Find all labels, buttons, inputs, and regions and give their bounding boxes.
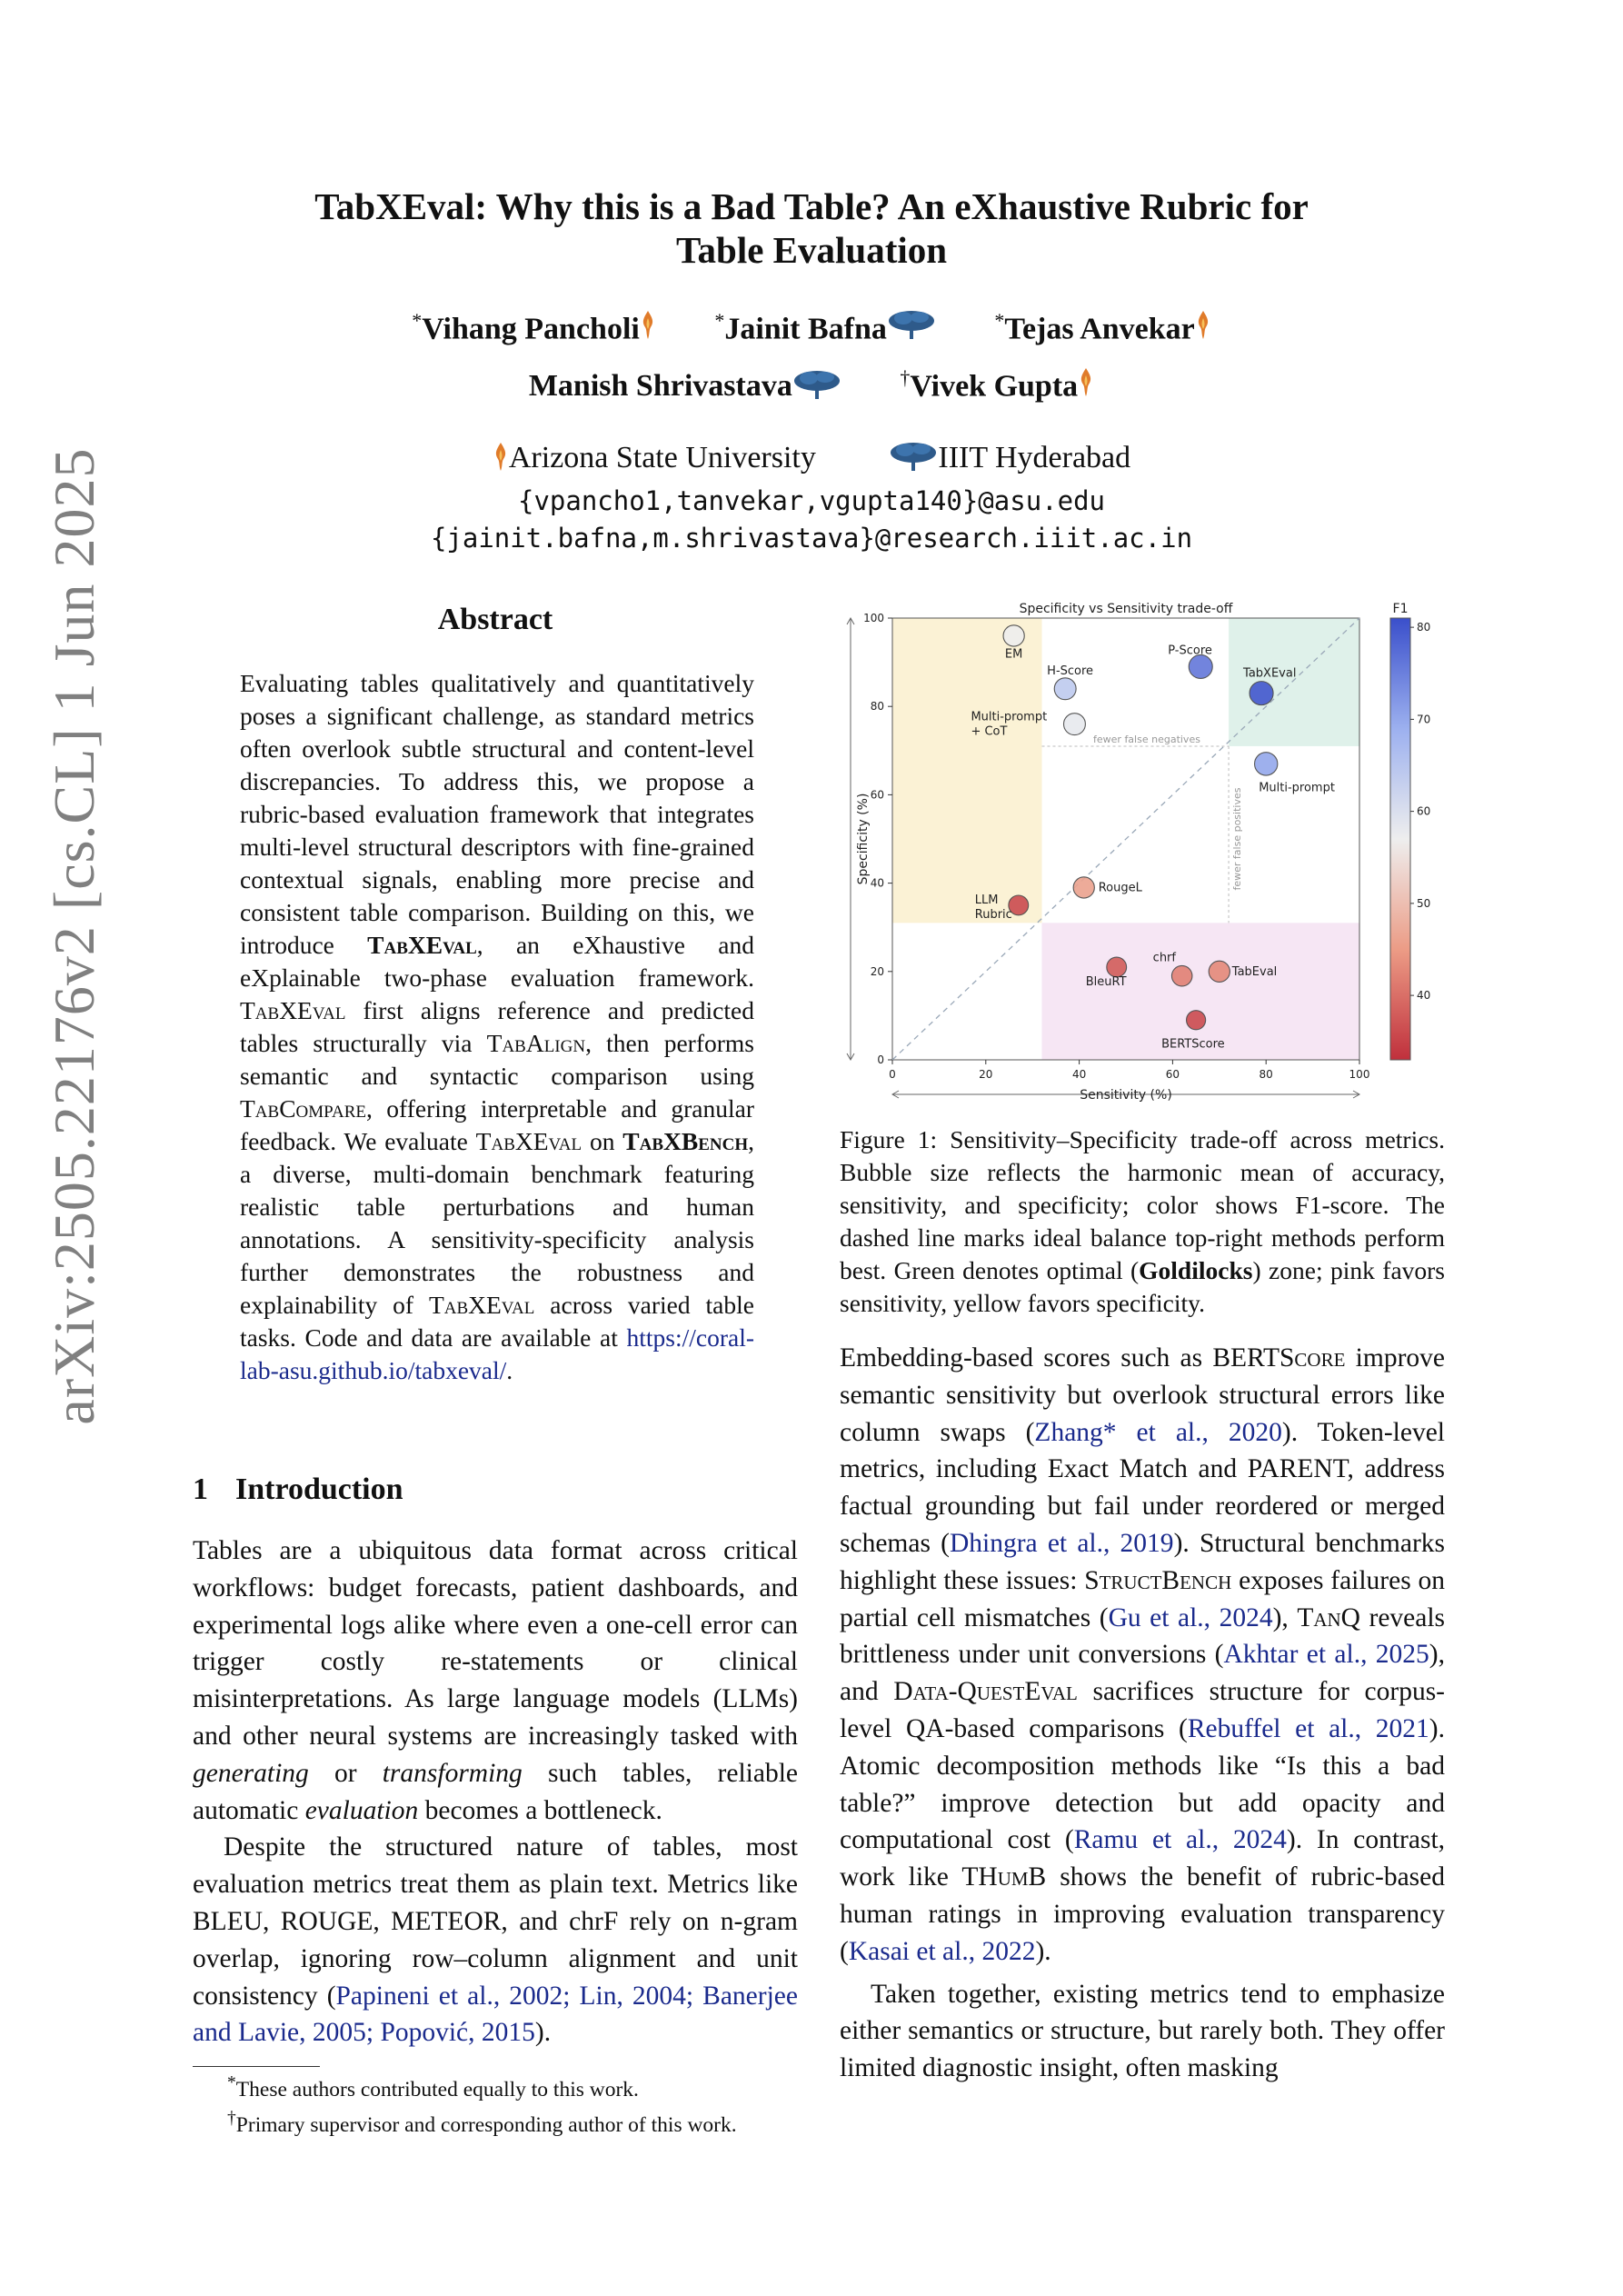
data-point	[1054, 678, 1076, 700]
y-tick-label: 0	[877, 1053, 884, 1066]
iiit-tree-icon	[887, 309, 936, 348]
section-heading-introduction: 1 Introduction	[193, 1472, 403, 1506]
citation-link[interactable]: Kasai et al., 2022	[848, 1936, 1036, 1966]
citation-link[interactable]: Rebuffel et al., 2021	[1187, 1713, 1429, 1743]
point-label: BERTScore	[1161, 1037, 1225, 1052]
zone-goldilocks	[1229, 618, 1359, 746]
author: *Tejas Anvekar	[994, 309, 1210, 348]
colorbar-tick-label: 70	[1417, 713, 1431, 726]
x-tick-label: 60	[1165, 1068, 1180, 1081]
paragraph: Tables are a ubiquitous data format across critical workflows: budget forecasts, patient dashboards, and experimental logs alike where even a one-cell error can trigger costly re-statements or clinical misinterpretations. As large language models (LLMs) and other neural systems are increasingly tasked with generating or transforming such tables, reliable automatic evaluation becomes a bottleneck.	[193, 1536, 799, 1825]
y-tick-label: 80	[870, 700, 884, 714]
citation-link[interactable]: Zhang* et al., 2020	[1034, 1417, 1282, 1447]
citation-link[interactable]: Papineni et al., 2002; Lin, 2004; Banerjee and Lavie, 2005; Popović, 2015	[193, 1981, 798, 2048]
colorbar	[1390, 618, 1410, 1060]
right-column-body	[840, 1340, 1445, 2087]
y-tick-label: 100	[863, 612, 884, 624]
author: *Jainit Bafna	[714, 309, 936, 348]
author-row-1	[0, 309, 1623, 348]
x-tick-label: 100	[1349, 1068, 1370, 1081]
abstract-body: Evaluating tables qualitatively and quantitatively poses a significant challenge, as standard metrics often overlook subtle structural and content-level discrepancies. To address this, we propose a rubric-based evaluation framework that integrates multi-level structural descriptors with fine-grained contextual signals, enabling more precise and consistent table comparison. Building on this, we introduce TabXEval, an eXhaustive and eXplainable two-phase evaluation framework. TabXEval first aligns reference and predicted tables structurally via TabAlign, then performs semantic and syntactic comparison using TabCompare, offering interpretable and granular feedback. We evaluate TabXEval on TabXBench, a diverse, multi-domain benchmark featuring realistic table perturbations and human annotations. A sensitivity-specificity analysis further demonstrates the robustness and explainability of TabXEval across varied table tasks. Code and data are available at https://coral-lab-asu.github.io/tabxeval/.	[240, 669, 755, 1384]
data-point	[1171, 965, 1192, 986]
affiliations	[0, 441, 1623, 480]
colorbar-tick-label: 80	[1417, 621, 1431, 634]
iiit-tree-icon	[889, 441, 938, 480]
data-point	[1107, 957, 1127, 977]
abstract-heading: Abstract	[437, 603, 553, 636]
email-line-2: {jainit.bafna,m.shrivastava}@research.iiit.ac.in	[430, 523, 1193, 554]
asu-flame-icon	[493, 441, 509, 480]
point-label: P-Score	[1168, 644, 1212, 658]
sensitivity-specificity-chart	[832, 600, 1459, 1109]
footnote: *These authors contributed equally to this work.	[227, 2073, 639, 2101]
point-label: Multi-prompt + CoT	[971, 710, 1048, 739]
annotation-fewer-false-negatives: fewer false negatives	[1093, 733, 1200, 745]
point-label: RougeL	[1098, 881, 1142, 895]
colorbar-tick-label: 60	[1417, 804, 1431, 818]
arxiv-stamp: arXiv:2505.22176v2 [cs.CL] 1 Jun 2025	[42, 447, 106, 1425]
email-line-1: {vpancho1,tanvekar,vgupta140}@asu.edu	[517, 485, 1105, 516]
colorbar-tick-label: 40	[1417, 989, 1431, 1003]
asu-flame-icon	[1195, 309, 1211, 348]
x-tick-label: 40	[1071, 1068, 1087, 1081]
iiit-tree-icon	[792, 369, 841, 408]
asu-flame-icon	[640, 309, 656, 348]
author-row-2	[0, 366, 1623, 408]
title-line-2: Table Evaluation	[675, 229, 948, 271]
zone-guides	[1041, 746, 1229, 923]
colorbar-tick-label: 50	[1417, 896, 1431, 910]
introduction-body	[193, 1532, 798, 2051]
affiliation-iiit: IIIT Hyderabad	[889, 441, 1130, 480]
paper-title	[0, 185, 1623, 272]
y-tick-label: 60	[870, 788, 884, 802]
paragraph: Embedding-based scores such as BERTScore improve semantic sensitivity but overlook structural errors like column swaps (Zhang* et al., 2020). Token-level metrics, including Exact Match and PARENT, address factual grounding but fail under reordered or merged schemas (Dhingra et al., 2019). Structural benchmarks highlight these issues: StructBench exposes failures on partial cell mismatches (Gu et al., 2024), TanQ reveals brittleness under unit conversions (Akhtar et al., 2025), and Data-QuestEval sacrifices structure for corpus-level QA-based comparisons (Rebuffel et al., 2021). Atomic decomposition methods like “Is this a bad table?” improve detection but add opacity and computational cost (Ramu et al., 2024). In contrast, work like THumB shows the benefit of rubric-based human ratings in improving evaluation transparency (Kasai et al., 2022).	[840, 1343, 1446, 1966]
x-tick-label: 0	[889, 1068, 896, 1081]
point-label: BleuRT	[1085, 974, 1127, 989]
data-point	[1073, 877, 1094, 898]
data-point	[1209, 961, 1230, 982]
author: Manish Shrivastava	[529, 369, 841, 408]
footnote: †Primary supervisor and corresponding author of this work.	[227, 2108, 737, 2137]
code-data-link[interactable]: https://coral-lab-asu.github.io/tabxeval/	[240, 1323, 754, 1384]
x-tick-label: 80	[1259, 1068, 1273, 1081]
footnote-rule	[193, 2066, 320, 2067]
citation-link[interactable]: Dhingra et al., 2019	[949, 1528, 1174, 1558]
citation-link[interactable]: Ramu et al., 2024	[1073, 1825, 1287, 1855]
citation-link[interactable]: Akhtar et al., 2025	[1223, 1640, 1429, 1670]
x-axis-label: Sensitivity (%)	[1080, 1088, 1172, 1103]
x-tick-label: 20	[979, 1068, 993, 1081]
paragraph: Taken together, existing metrics tend to emphasize either semantics or structure, but rarely both. They offer limited diagnostic insight, often masking	[840, 1979, 1445, 2083]
point-label: TabXEval	[1243, 666, 1297, 681]
chart-title: Specificity vs Sensitivity trade-off	[1019, 602, 1233, 616]
data-point	[1064, 714, 1086, 735]
colorbar-label: F1	[1392, 602, 1409, 616]
author: †Vivek Gupta	[900, 366, 1094, 405]
title-line-1: TabXEval: Why this is a Bad Table? An eXhaustive Rubric for	[314, 185, 1309, 227]
point-label: Multi-prompt	[1259, 781, 1335, 795]
author: *Vihang Pancholi	[412, 309, 656, 348]
paragraph: Despite the structured nature of tables, most evaluation metrics treat them as plain text. Metrics like BLEU, ROUGE, METEOR, and chrF rely on n-gram overlap, ignoring row–column alignment and unit consistency (Papineni et al., 2002; Lin, 2004; Banerjee and Lavie, 2005; Popović, 2015).	[193, 1832, 798, 2048]
y-tick-label: 20	[870, 964, 884, 978]
zone-specificity	[892, 618, 1041, 923]
asu-flame-icon	[1078, 366, 1094, 405]
citation-link[interactable]: Gu et al., 2024	[1108, 1602, 1273, 1632]
figure-caption: Figure 1: Sensitivity–Specificity trade-off across metrics. Bubble size reflects the harmonic mean of accuracy, sensitivity, and specificity; color shows F1-score. The dashed line marks ideal balance top-right methods perform best. Green denotes optimal (Goldilocks) zone; pink favors sensitivity, yellow favors specificity.	[840, 1125, 1446, 1317]
point-label: chrf	[1152, 951, 1176, 965]
annotation-fewer-false-positives: fewer false positives	[1230, 787, 1243, 891]
point-label: LLM Rubric	[974, 893, 1012, 922]
footnotes	[193, 2069, 811, 2140]
data-point	[1187, 1011, 1206, 1030]
point-label: H-Score	[1047, 664, 1094, 678]
y-axis-label: Specificity (%)	[856, 793, 871, 885]
data-point	[1189, 654, 1212, 678]
data-point	[1250, 682, 1273, 705]
data-point	[1003, 625, 1024, 646]
point-label: EM	[1004, 647, 1023, 662]
point-label: TabEval	[1231, 964, 1278, 979]
colorbar-ticks	[1410, 621, 1430, 1002]
data-point	[1255, 753, 1278, 775]
affiliation-asu: Arizona State University	[493, 441, 816, 480]
y-tick-label: 40	[870, 876, 884, 890]
